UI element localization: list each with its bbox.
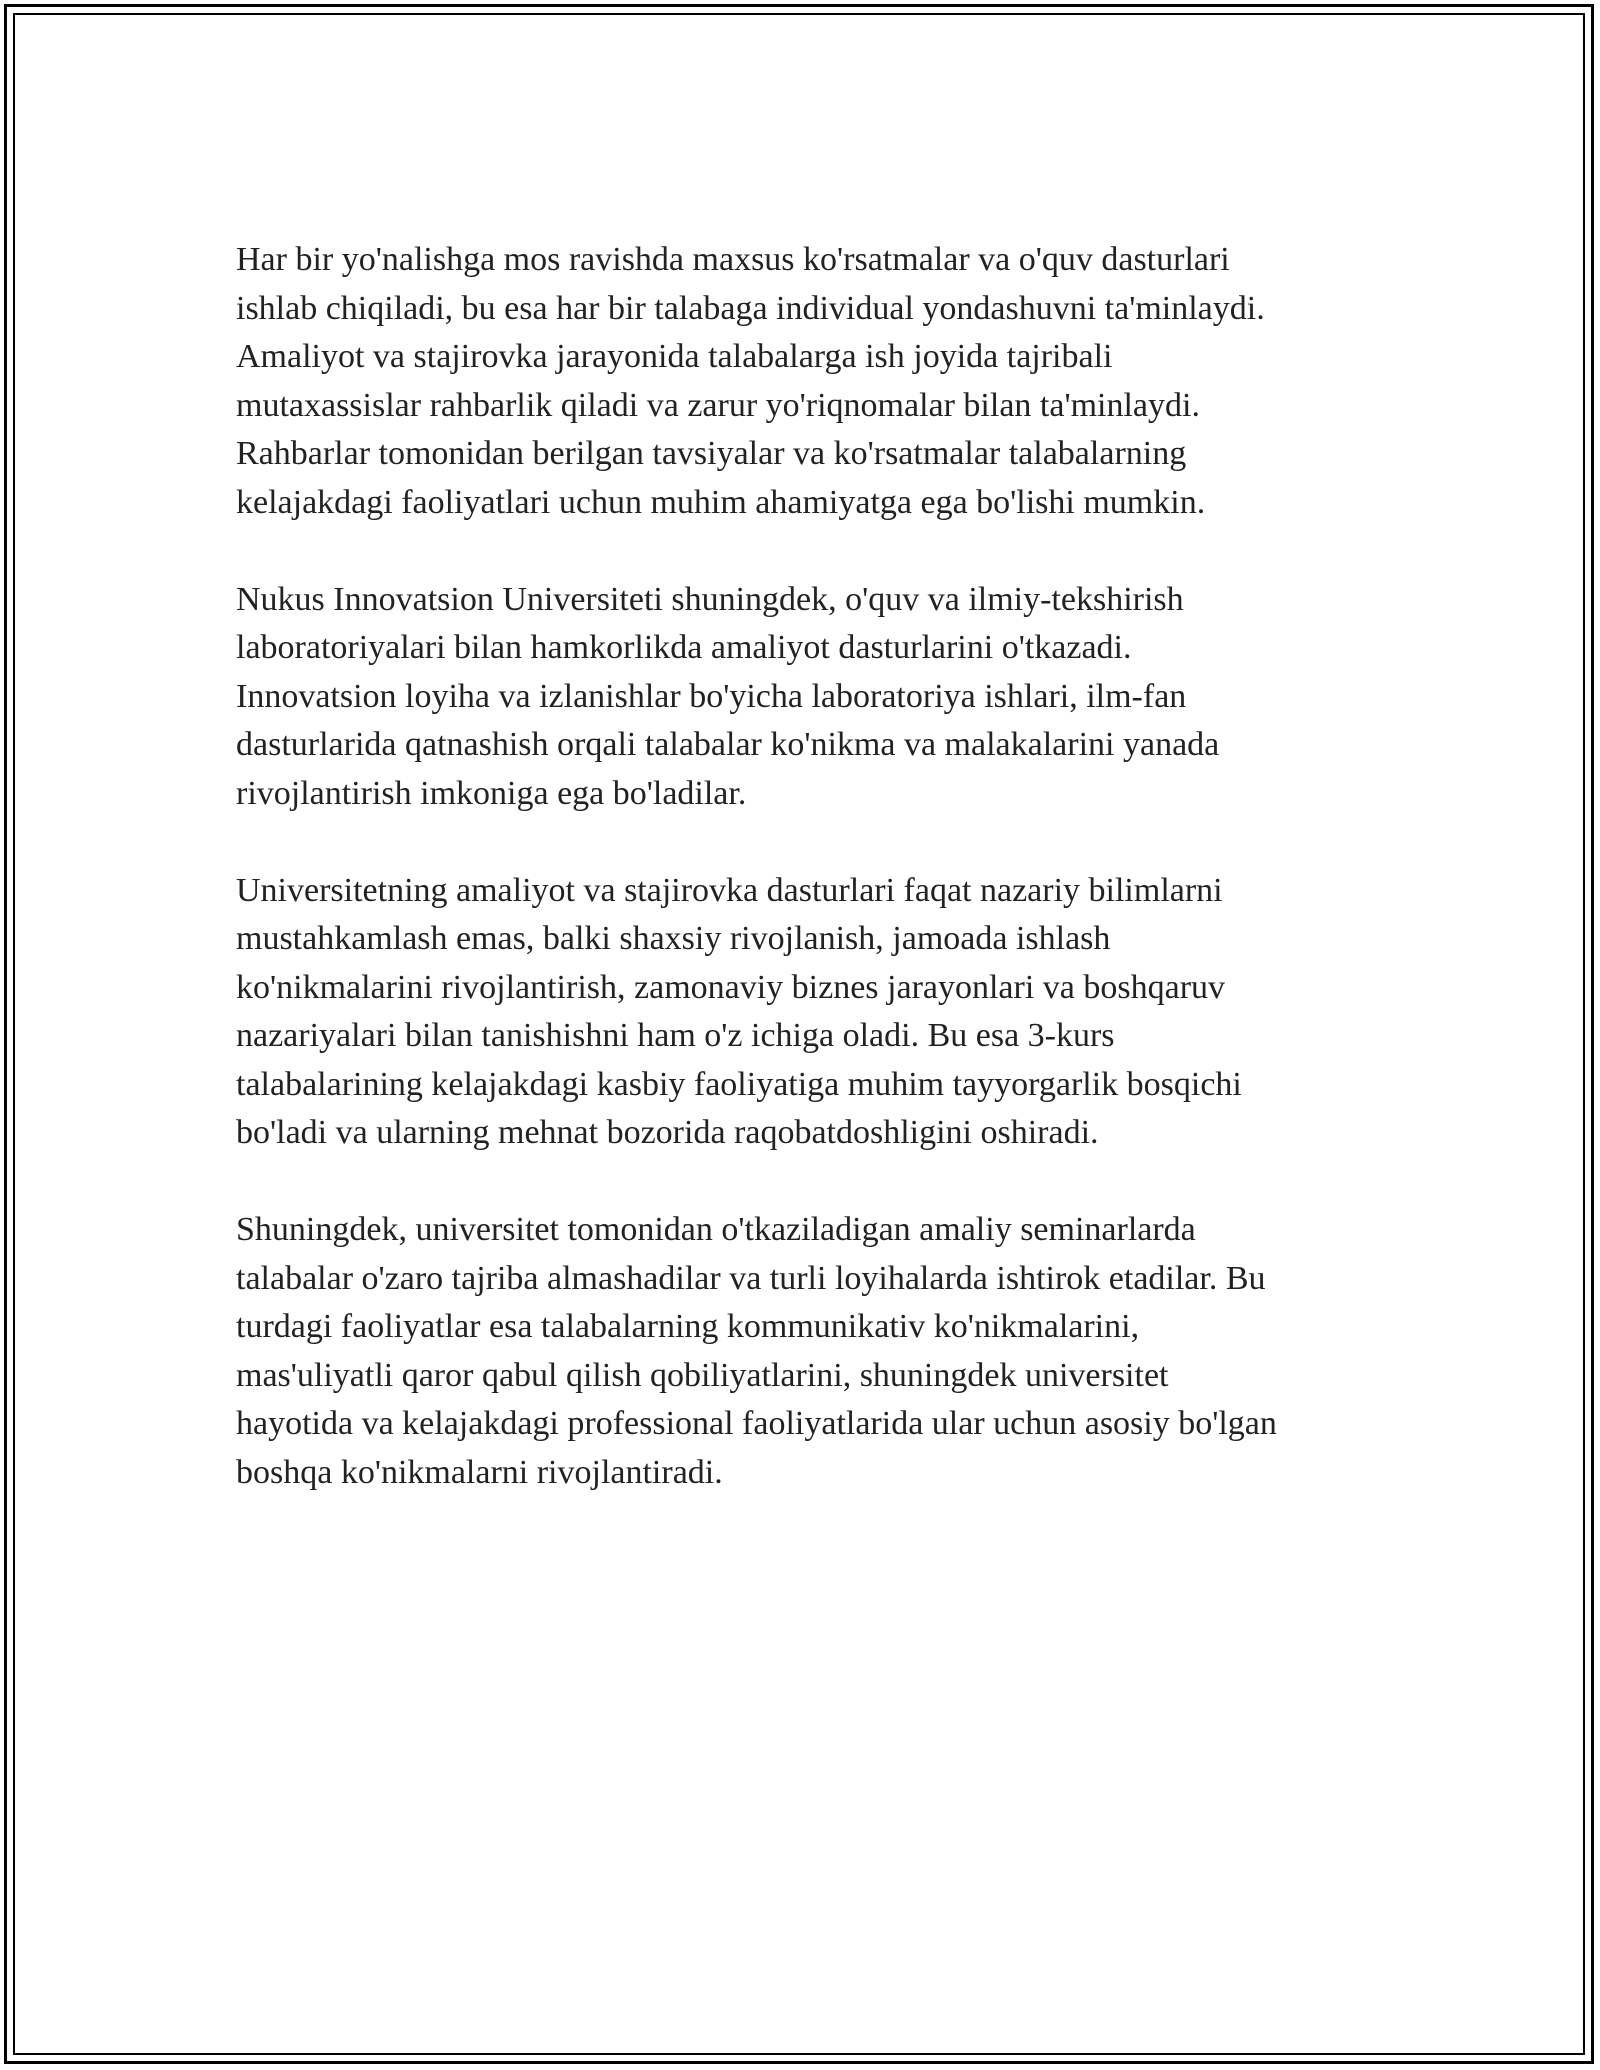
text-line: hayotida va kelajakdagi professional faoliyatlarida ular uchun asosiy bo'lgan [236, 1405, 1277, 1442]
text-line: ishlab chiqiladi, bu esa har bir talabaga individual yondashuvni ta'minlaydi. [236, 289, 1265, 327]
text-line: turdagi faoliyatlar esa talabalarning kommunikativ ko'nikmalarini, [236, 1308, 1140, 1345]
text-line: Shuningdek, universitet tomonidan o'tkaziladigan amaliy seminarlarda [236, 1211, 1196, 1248]
paragraph-2 [236, 576, 1376, 819]
text-line: ko'nikmalarini rivojlantirish, zamonaviy biznes jarayonlari va boshqaruv [236, 968, 1226, 1006]
text-line: bo'ladi va ularning mehnat bozorida raqobatdoshligini oshiradi. [236, 1114, 1099, 1151]
text-line: mas'uliyatli qaror qabul qilish qobiliyatlarini, shuningdek universitet [236, 1356, 1169, 1394]
paragraph-1 [236, 236, 1376, 527]
text-line: boshqa ko'nikmalarni rivojlantiradi. [236, 1453, 723, 1491]
text-line: Amaliyot va stajirovka jarayonida talabalarga ish joyida tajribali [236, 338, 1113, 375]
text-line: talabalar o'zaro tajriba almashadilar va turli loyihalarda ishtirok etadilar. Bu [236, 1259, 1266, 1297]
paragraph-3 [236, 867, 1376, 1158]
text-line: laboratoriyalari bilan hamkorlikda amaliyot dasturlarini o'tkazadi. [236, 629, 1132, 666]
text-line: mutaxassislar rahbarlik qiladi va zarur yo'riqnomalar bilan ta'minlaydi. [236, 386, 1200, 424]
text-line: Innovatsion loyiha va izlanishlar bo'yicha laboratoriya ishlari, ilm-fan [236, 677, 1187, 715]
text-line: dasturlarida qatnashish orqali talabalar ko'nikma va malakalarini yanada [236, 726, 1220, 763]
text-line: Universitetning amaliyot va stajirovka dasturlari faqat nazariy bilimlarni [236, 871, 1223, 909]
text-line: Nukus Innovatsion Universiteti shuningdek, o'quv va ilmiy-tekshirish [236, 580, 1184, 618]
text-line: nazariyalari bilan tanishishni ham o'z ichiga oladi. Bu esa 3-kurs [236, 1017, 1115, 1054]
text-line: kelajakdagi faoliyatlari uchun muhim ahamiyatga ega bo'lishi mumkin. [236, 483, 1206, 521]
text-line: Har bir yo'nalishga mos ravishda maxsus ko'rsatmalar va o'quv dasturlari [236, 241, 1230, 278]
text-line: Rahbarlar tomonidan berilgan tavsiyalar va ko'rsatmalar talabalarning [236, 435, 1187, 472]
text-line: mustahkamlash emas, balki shaxsiy rivojlanish, jamoada ishlash [236, 920, 1111, 957]
text-line: talabalarining kelajakdagi kasbiy faoliyatiga muhim tayyorgarlik bosqichi [236, 1065, 1242, 1103]
document-body [236, 236, 1376, 1546]
text-line: rivojlantirish imkoniga ega bo'ladilar. [236, 774, 747, 812]
paragraph-4 [236, 1206, 1376, 1497]
